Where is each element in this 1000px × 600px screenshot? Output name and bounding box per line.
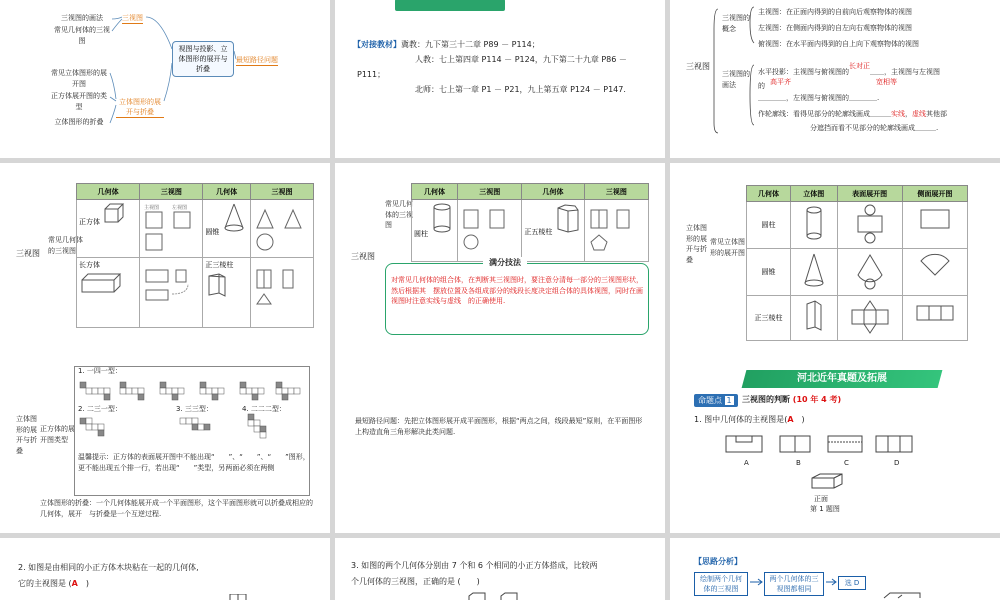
ans-dashed: 虚线 xyxy=(912,110,926,118)
cell-cone-views xyxy=(250,200,313,258)
warning-text: 温馨提示：正方体的表面展开图中不能出现“ ”、“ ”、“ ”图形， 更不能出现五个排一行，若出现“ ”类型，另两面必须在两侧 xyxy=(78,453,314,472)
cell-cuboid-views xyxy=(140,258,203,328)
rule1c: 的 xyxy=(758,82,765,90)
solid-cylinder: 圆柱 xyxy=(414,230,428,238)
flow-step-2: 两个几何体的三视图都相同 xyxy=(764,572,824,596)
solids-table xyxy=(411,183,649,262)
solid-cone: 圆锥 xyxy=(205,228,220,236)
mm-center: 视图与投影、立体图形的展开与折叠 xyxy=(172,41,234,77)
cylinder-3d xyxy=(799,204,829,244)
cylinder-views-drawing xyxy=(460,202,518,256)
q2-shape-stub xyxy=(228,594,252,600)
type-33: 3. 三三型： xyxy=(176,405,213,413)
cone-drawing xyxy=(222,202,246,234)
mm-branch-views[interactable]: 三视图 xyxy=(122,14,143,22)
ans-height: 高平齐 xyxy=(770,78,791,86)
side-label: 三视图 xyxy=(16,249,40,258)
row-cone: 圆锥 xyxy=(747,249,791,296)
def-top: 俯视图：在水平面内得到的自上向下观察物体的视图 xyxy=(758,40,919,48)
col-solid-2: 几何体 xyxy=(522,184,584,200)
fold-text: 立体图形的折叠：一个几何体能展开成一个平面图形，这个平面图形就可以折叠成相应的几何体，展开 与折叠是一个互逆过程. xyxy=(40,499,313,518)
row-prism: 正三棱柱 xyxy=(747,296,791,341)
slide-cube-nets[interactable] xyxy=(0,348,330,533)
sub-label: 常见几何体的三视图 xyxy=(385,200,413,229)
title-banner-stub xyxy=(395,0,505,11)
cube-views-drawing xyxy=(142,202,200,252)
svg-text:左视图: 左视图 xyxy=(172,205,188,211)
cell-pentaprism-views xyxy=(584,200,648,262)
slide-question-3[interactable] xyxy=(335,538,665,600)
rule2: ，左视图与俯视图的 xyxy=(786,94,849,102)
type-231: 2. 二三一型： xyxy=(78,405,122,413)
rule3b: 其他部 xyxy=(926,110,947,118)
tip-text: 对常见几何体的组合体，在判断其三视图时，要注意分清每一部分的三视图形状，然后根据其 摆放位置及各组成部分的线段长度决定组合体的具体视图，同时在画视图时注意实线与虚线 的正确使用. xyxy=(391,276,643,305)
row-cylinder: 圆柱 xyxy=(747,202,791,249)
rule3: 作轮廓线：看得见部分的轮廓线画成 xyxy=(758,110,870,118)
mm-item-nets: 常见立体图形的展开图 xyxy=(51,69,107,88)
opt-a[interactable]: A xyxy=(744,459,749,467)
col-3d: 立体图 xyxy=(790,186,837,202)
cell-cylinder-views xyxy=(458,200,522,262)
point-label: 命题点 xyxy=(698,396,722,405)
cell-cube xyxy=(77,200,140,258)
type-141: 1. 一四一型： xyxy=(78,367,122,375)
cell-prism-views xyxy=(250,258,313,328)
side-label: 立体图形的展开与折叠 xyxy=(16,415,37,455)
col-solid: 几何体 xyxy=(412,184,458,200)
slide-curriculum[interactable] xyxy=(335,0,665,158)
solids-table xyxy=(76,183,314,328)
concept-label: 三视图的概念 xyxy=(722,14,750,33)
col-surface-net: 表面展开图 xyxy=(837,186,902,202)
prism-net xyxy=(848,298,892,336)
cone-lateral xyxy=(915,251,955,281)
mm-item-draw: 三视图的画法 xyxy=(61,14,103,22)
solid-pentaprism: 正五棱柱 xyxy=(524,228,553,236)
ans-width: 宽相等 xyxy=(876,78,897,86)
col-solid: 几何体 xyxy=(77,184,140,200)
prism-3d xyxy=(799,298,829,336)
shortest-path-text: 最短路径问题：先把立体图形展开成平面图形，根据“两点之间，线段最短”原则，在平面图形上构造直角三角形解决此类问题. xyxy=(355,417,643,436)
side-label: 立体图形的展开与折叠 xyxy=(686,224,707,264)
cone-views-drawing xyxy=(253,202,311,252)
def-front: 主视图：在正面内得到的自前向后观察物体的视图 xyxy=(758,8,912,16)
opt-d[interactable]: D xyxy=(894,459,900,467)
tip-title: 满分技法 xyxy=(483,257,527,269)
slide-question-1[interactable]: 河北近年真题及拓展 命题点 1 三视图的判断 (10 年 4 考) 1. 图中几何体的主视图是(A ) A B C D 正面 第 1 题图 xyxy=(670,348,1000,533)
point-number: 1 xyxy=(726,396,732,405)
solid-prism: 正三棱柱 xyxy=(205,261,234,269)
def-left: 左视图：在侧面内得到的自左向右观察物体的视图 xyxy=(758,24,912,32)
col-views: 三视图 xyxy=(458,184,522,200)
slide-analysis[interactable] xyxy=(670,538,1000,600)
cuboid-views-drawing xyxy=(142,260,200,322)
front-label: 正面 xyxy=(814,495,828,503)
prism-views-drawing xyxy=(253,260,311,322)
flow-step-3: 选 D xyxy=(838,576,866,590)
type-222: 4. 二二二型： xyxy=(242,405,286,413)
ref-line2: 人教：七上第四章 P114 － P124，九下第二十九章 P86 － xyxy=(415,55,627,64)
side-label: 三视图 xyxy=(351,252,375,261)
slide-three-view-concept[interactable]: 三视图 三视图的概念 主视图：在正面内得到的自前向后观察物体的视图 左视图：在侧面内得到的自左向右观察物体的视图 俯视图：在水平面内得到的自上向下观察物体的视图 三视图的画法 水平投影：主视图与俯视图的长对正＿＿，主视图与左视图 的 高平齐 宽相等 ＿＿＿＿，左视图与俯视图的＿＿＿＿. 作轮廓线：看得见部分的轮廓线画成＿＿＿实线，虚线其他部 分遮挡而看不见部分的轮廓线画成＿＿＿. xyxy=(670,0,1000,158)
solid-cube: 正方体 xyxy=(79,218,100,226)
nets-table xyxy=(746,185,968,341)
ref-line4: 北师：七上第一章 P1 － P21，九上第五章 P124 － P147. xyxy=(415,85,626,94)
flow-step-1: 绘制两个几何体的三视图 xyxy=(694,572,748,596)
svg-text:主视图: 主视图 xyxy=(144,205,160,211)
cylinder-net xyxy=(850,204,890,244)
slide-nets-table[interactable] xyxy=(670,163,1000,348)
rule4: 分遮挡而看不见部分的轮廓线画成 xyxy=(810,124,915,132)
slide-question-2[interactable]: 2. 如图是由相同的小正方体木块粘在一起的几何体, 它的主视图是 (A ) xyxy=(0,538,330,600)
q1-answer: A xyxy=(787,415,794,424)
ans-solid: 实线 xyxy=(891,110,905,118)
ref-line3: P111； xyxy=(357,70,386,79)
figure-caption: 第 1 题图 xyxy=(810,505,840,513)
ref-line1: 冀教：九下第三十二章 P89 － P114； xyxy=(401,40,540,49)
q1-solid-drawing xyxy=(808,472,848,492)
mm-link-shortest[interactable]: 最短路径问题 xyxy=(236,56,278,64)
opt-c[interactable]: C xyxy=(844,459,849,467)
slide-solids-table-1[interactable] xyxy=(0,163,330,348)
section-banner xyxy=(742,370,943,388)
pentaprism-views-drawing xyxy=(587,202,645,256)
col-solid: 几何体 xyxy=(747,186,791,202)
slide-mindmap[interactable] xyxy=(0,0,330,158)
tag-textbook: 【对接教材】 xyxy=(353,40,401,49)
q1-paren-close: ) xyxy=(801,415,805,424)
cell-pentaprism xyxy=(522,200,584,262)
cuboid-drawing xyxy=(79,270,123,296)
pentaprism-drawing xyxy=(555,202,581,234)
prism-lateral xyxy=(913,298,957,328)
cube-drawing xyxy=(102,202,126,224)
q1-options-drawing xyxy=(720,432,940,462)
cell-cuboid xyxy=(77,258,140,328)
q2-line2: 它的主视图是 xyxy=(18,579,66,588)
flow-arrows xyxy=(670,538,1000,600)
q1-text: 1. 图中几何体的主视图是 xyxy=(694,415,785,424)
cell-cube-views xyxy=(140,200,203,258)
mm-item-common: 常见几何体的三视图 xyxy=(54,26,110,45)
mm-item-fold: 立体图形的折叠 xyxy=(54,118,104,126)
cone-net xyxy=(850,251,890,291)
col-lateral-net: 侧面展开图 xyxy=(902,186,967,202)
net-patterns xyxy=(76,374,308,446)
point-count: (10 年 4 考) xyxy=(792,395,842,404)
opt-b[interactable]: B xyxy=(796,459,801,467)
mindmap-connectors xyxy=(0,0,330,158)
group-label: 三视图 xyxy=(686,62,710,71)
slide-solids-table-2[interactable] xyxy=(335,163,665,348)
cylinder-drawing xyxy=(430,202,454,236)
q3-line2: 个几何体的三视图，正确的是 ( ) xyxy=(351,577,480,586)
sub-label: 常见立体图形的展开图 xyxy=(710,238,745,257)
mm-item-cube-nets: 正方体展开图的类型 xyxy=(51,92,107,111)
slide-shortest-path[interactable] xyxy=(335,348,665,533)
point-title: 三视图的判断 xyxy=(742,395,790,404)
sub-label: 正方体的展开图类型 xyxy=(40,425,75,444)
cone-3d xyxy=(799,251,829,291)
col-views-2: 三视图 xyxy=(584,184,648,200)
ans-align: 长对正 xyxy=(849,62,870,70)
rule1a: 水平投影：主视图与俯视图的 xyxy=(758,68,849,76)
col-views-2: 三视图 xyxy=(250,184,313,200)
sub-label: 常见几何体的三视图 xyxy=(48,236,83,255)
rule1b: ，主视图与左视图 xyxy=(884,68,940,76)
col-views: 三视图 xyxy=(140,184,203,200)
cylinder-lateral xyxy=(915,204,955,234)
analysis-title: 【思路分析】 xyxy=(694,557,742,566)
col-solid-2: 几何体 xyxy=(203,184,251,200)
q2-answer: A xyxy=(71,579,78,588)
cell-cone xyxy=(203,200,251,258)
section-banner-text: 河北近年真题及拓展 xyxy=(797,373,887,384)
q3-line1: 3. 如图的两个几何体分别由 7 个和 6 个相同的小正方体搭成，比较两 xyxy=(351,561,598,570)
solid-cuboid: 长方体 xyxy=(79,261,100,269)
cell-prism xyxy=(203,258,251,328)
prism-drawing xyxy=(205,270,229,300)
q3-shape-stub xyxy=(465,592,525,600)
mm-branch-nets[interactable]: 立体图形的展开与折叠 xyxy=(116,97,164,118)
q2-line1: 2. 如图是由相同的小正方体木块粘在一起的几何体, xyxy=(18,563,199,572)
brace-lines xyxy=(670,0,1000,158)
cell-cylinder xyxy=(412,200,458,262)
draw-label: 三视图的画法 xyxy=(722,70,750,89)
